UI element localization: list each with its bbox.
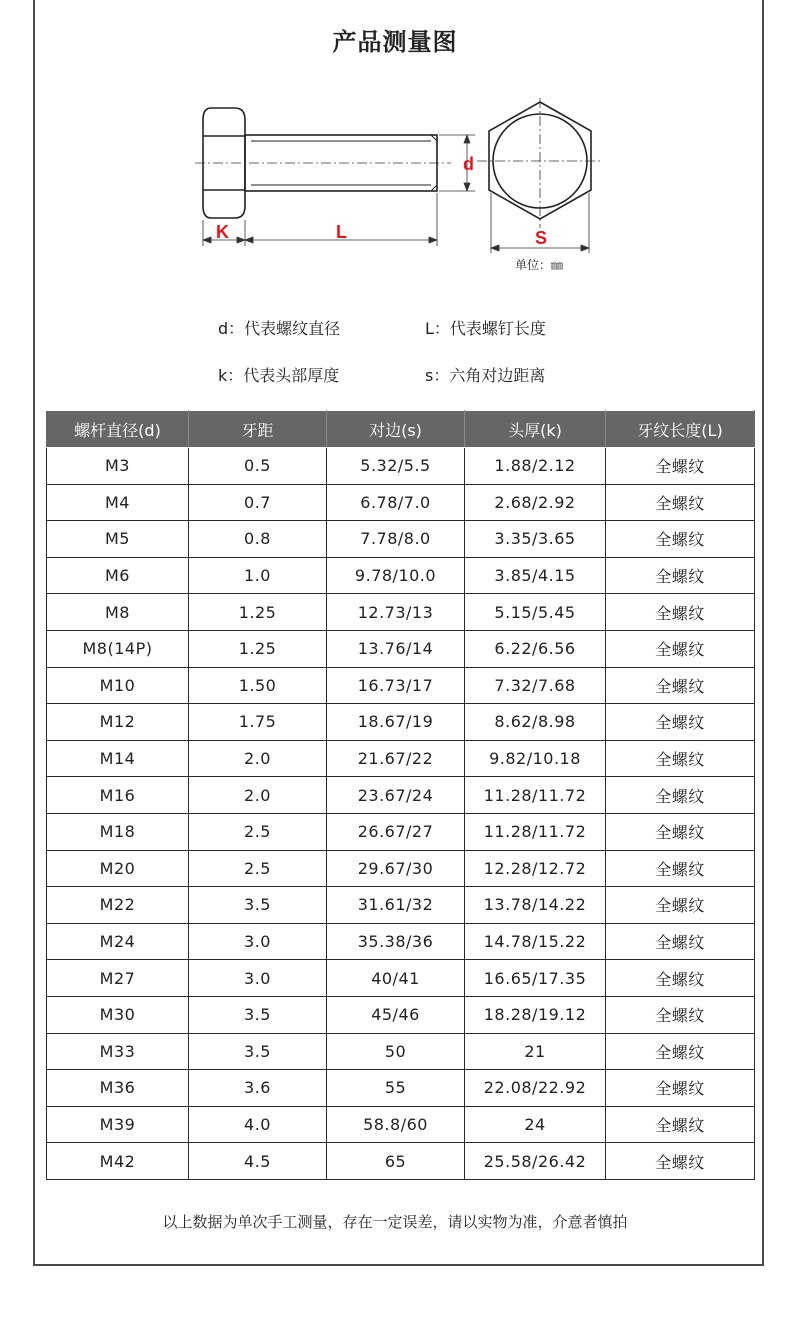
cell-thread-length: 全螺纹 [606,521,755,558]
table-row [47,1106,755,1143]
bolt-measurement-diagram [195,98,615,278]
cell-head-thickness: 13.78/14.22 [465,887,606,924]
cell-head-thickness: 12.28/12.72 [465,850,606,887]
cell-head-thickness: 5.15/5.45 [465,594,606,631]
table-row [47,996,755,1033]
cell-head-thickness: 22.08/22.92 [465,1070,606,1107]
table-row [47,1070,755,1107]
cell-across-flats: 9.78/10.0 [327,557,465,594]
cell-head-thickness: 25.58/26.42 [465,1143,606,1180]
cell-pitch: 3.5 [189,1033,327,1070]
cell-thread-diameter: M10 [47,667,189,704]
table-row [47,960,755,997]
cell-head-thickness: 16.65/17.35 [465,960,606,997]
cell-head-thickness: 24 [465,1106,606,1143]
cell-pitch: 1.25 [189,594,327,631]
cell-head-thickness: 21 [465,1033,606,1070]
cell-thread-diameter: M27 [47,960,189,997]
cell-thread-diameter: M42 [47,1143,189,1180]
table-row [47,1143,755,1180]
cell-pitch: 1.50 [189,667,327,704]
cell-thread-length: 全螺纹 [606,484,755,521]
cell-pitch: 3.6 [189,1070,327,1107]
cell-thread-diameter: M8(14P) [47,630,189,667]
cell-head-thickness: 1.88/2.12 [465,448,606,485]
cell-across-flats: 26.67/27 [327,813,465,850]
table-row [47,850,755,887]
cell-thread-length: 全螺纹 [606,923,755,960]
cell-across-flats: 50 [327,1033,465,1070]
legend-d: d：代表螺纹直径 [218,319,341,338]
cell-thread-diameter: M4 [47,484,189,521]
table-row [47,521,755,558]
label-s: S [535,228,548,248]
cell-pitch: 0.7 [189,484,327,521]
cell-thread-length: 全螺纹 [606,448,755,485]
label-l: L [336,222,347,242]
cell-thread-length: 全螺纹 [606,996,755,1033]
cell-thread-diameter: M3 [47,448,189,485]
cell-pitch: 3.0 [189,960,327,997]
cell-head-thickness: 14.78/15.22 [465,923,606,960]
cell-thread-diameter: M24 [47,923,189,960]
cell-head-thickness: 11.28/11.72 [465,777,606,814]
cell-pitch: 0.8 [189,521,327,558]
cell-thread-length: 全螺纹 [606,740,755,777]
cell-thread-diameter: M33 [47,1033,189,1070]
cell-thread-length: 全螺纹 [606,1143,755,1180]
cell-thread-diameter: M14 [47,740,189,777]
cell-pitch: 0.5 [189,448,327,485]
table-row [47,740,755,777]
footnote: 以上数据为单次手工测量，存在一定误差，请以实物为准，介意者慎拍 [162,1213,628,1231]
table-row [47,448,755,485]
cell-across-flats: 40/41 [327,960,465,997]
cell-thread-length: 全螺纹 [606,704,755,741]
cell-across-flats: 6.78/7.0 [327,484,465,521]
cell-thread-diameter: M16 [47,777,189,814]
table-row [47,594,755,631]
cell-thread-length: 全螺纹 [606,777,755,814]
cell-across-flats: 21.67/22 [327,740,465,777]
cell-across-flats: 13.76/14 [327,630,465,667]
cell-thread-diameter: M39 [47,1106,189,1143]
cell-thread-diameter: M20 [47,850,189,887]
cell-head-thickness: 8.62/8.98 [465,704,606,741]
cell-thread-length: 全螺纹 [606,557,755,594]
table-header-row [47,411,755,448]
cell-thread-diameter: M12 [47,704,189,741]
table-row [47,777,755,814]
cell-thread-diameter: M30 [47,996,189,1033]
cell-head-thickness: 6.22/6.56 [465,630,606,667]
legend-s: s：六角对边距离 [425,366,546,385]
cell-thread-diameter: M5 [47,521,189,558]
header-head-thickness: 头厚(k) [465,411,606,448]
table-row [47,887,755,924]
unit-label: 单位：㎜ [515,258,564,272]
cell-head-thickness: 9.82/10.18 [465,740,606,777]
cell-thread-diameter: M6 [47,557,189,594]
table-row [47,704,755,741]
cell-across-flats: 35.38/36 [327,923,465,960]
cell-pitch: 2.5 [189,850,327,887]
legend-l: L：代表螺钉长度 [425,319,546,338]
cell-head-thickness: 2.68/2.92 [465,484,606,521]
cell-thread-diameter: M22 [47,887,189,924]
cell-pitch: 1.0 [189,557,327,594]
cell-across-flats: 29.67/30 [327,850,465,887]
table-row [47,557,755,594]
header-thread-diameter: 螺杆直径(d) [47,411,189,448]
spec-table [46,410,755,1180]
cell-pitch: 4.0 [189,1106,327,1143]
cell-across-flats: 12.73/13 [327,594,465,631]
spec-table-body [47,448,755,1180]
cell-pitch: 4.5 [189,1143,327,1180]
header-across-flats: 对边(s) [327,411,465,448]
cell-pitch: 3.0 [189,923,327,960]
cell-pitch: 2.0 [189,740,327,777]
label-k: K [216,222,229,242]
table-row [47,1033,755,1070]
cell-thread-length: 全螺纹 [606,630,755,667]
cell-pitch: 3.5 [189,887,327,924]
cell-thread-diameter: M18 [47,813,189,850]
cell-across-flats: 23.67/24 [327,777,465,814]
cell-thread-diameter: M36 [47,1070,189,1107]
table-row [47,813,755,850]
cell-head-thickness: 3.35/3.65 [465,521,606,558]
cell-thread-length: 全螺纹 [606,960,755,997]
cell-across-flats: 5.32/5.5 [327,448,465,485]
cell-thread-length: 全螺纹 [606,1106,755,1143]
cell-across-flats: 55 [327,1070,465,1107]
cell-thread-length: 全螺纹 [606,1070,755,1107]
cell-thread-length: 全螺纹 [606,887,755,924]
page-title: 产品测量图 [332,28,458,56]
cell-across-flats: 16.73/17 [327,667,465,704]
cell-pitch: 1.25 [189,630,327,667]
cell-head-thickness: 7.32/7.68 [465,667,606,704]
cell-across-flats: 31.61/32 [327,887,465,924]
cell-pitch: 2.0 [189,777,327,814]
cell-thread-diameter: M8 [47,594,189,631]
cell-across-flats: 18.67/19 [327,704,465,741]
cell-head-thickness: 18.28/19.12 [465,996,606,1033]
legend-k: k：代表头部厚度 [218,366,340,385]
header-pitch: 牙距 [189,411,327,448]
cell-thread-length: 全螺纹 [606,850,755,887]
cell-head-thickness: 3.85/4.15 [465,557,606,594]
cell-across-flats: 45/46 [327,996,465,1033]
cell-across-flats: 58.8/60 [327,1106,465,1143]
table-row [47,923,755,960]
label-d: d [463,154,474,174]
cell-thread-length: 全螺纹 [606,594,755,631]
cell-head-thickness: 11.28/11.72 [465,813,606,850]
table-row [47,630,755,667]
table-row [47,667,755,704]
cell-pitch: 2.5 [189,813,327,850]
cell-thread-length: 全螺纹 [606,1033,755,1070]
cell-thread-length: 全螺纹 [606,813,755,850]
cell-pitch: 3.5 [189,996,327,1033]
header-thread-length: 牙纹长度(L) [606,411,755,448]
cell-thread-length: 全螺纹 [606,667,755,704]
cell-across-flats: 7.78/8.0 [327,521,465,558]
cell-across-flats: 65 [327,1143,465,1180]
cell-pitch: 1.75 [189,704,327,741]
table-row [47,484,755,521]
